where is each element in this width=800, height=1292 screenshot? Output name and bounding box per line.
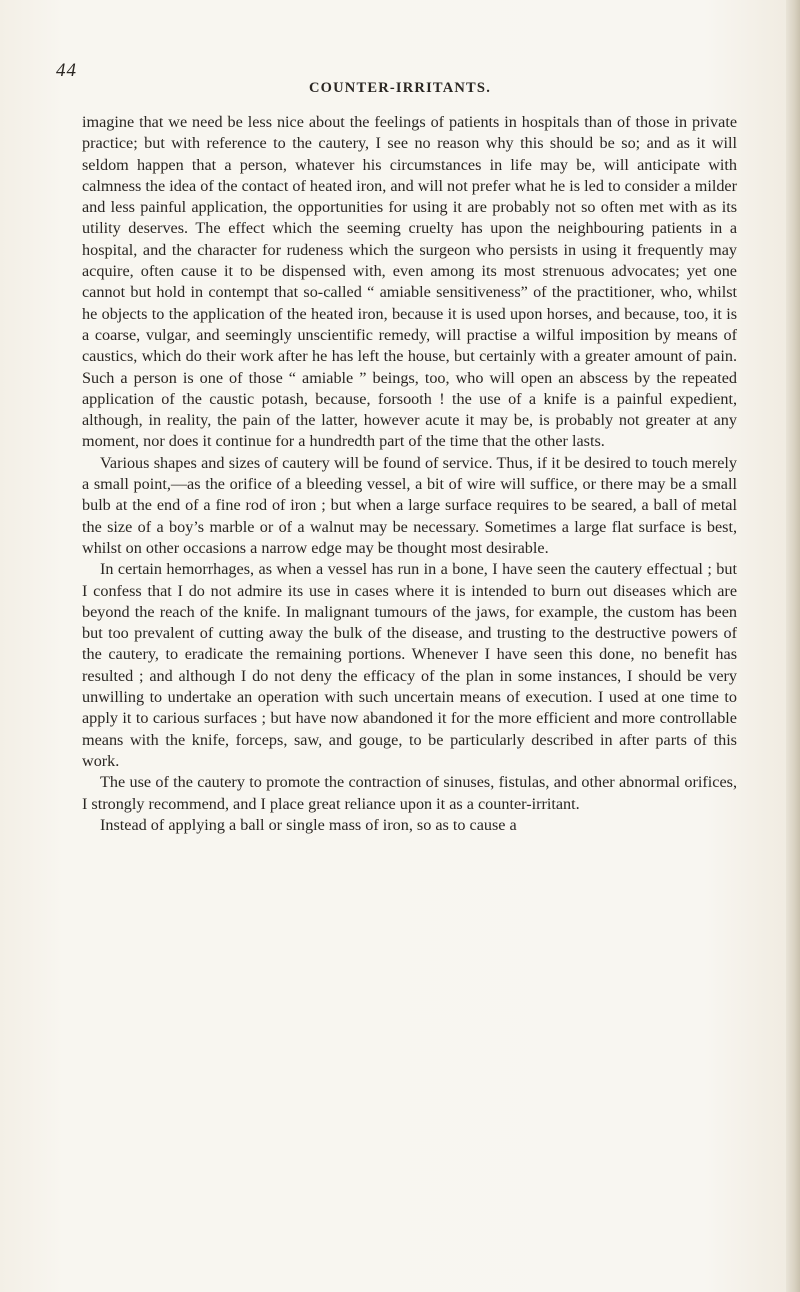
paragraph: imagine that we need be less nice about the feelings of patients in hospitals than of those in private practice; but with reference to the cautery, I see no reason why this should be so; and as it will seldom happen that a person, whatever his circumstances in life may be, will anticipate with calmness the idea of the contact of heated iron, and will not prefer what he is led to consider a milder and less painful application, the opportunities for using it are probably not so often met with as its utility deserves. The effect which the seeming cruelty has upon the neighbouring patients in a hospital, and the character for rudeness which the surgeon who persists in using it frequently may acquire, often cause it to be dispensed with, even among its most strenuous advocates; yet one cannot but hold in contempt that so-called “ amiable sensitiveness” of the practitioner, who, whilst he objects to the application of the heated iron, because it is used upon horses, and because, too, it is a coarse, vulgar, and seemingly unscientific remedy, will practise a wilful imposition by means of caustics, which do their work after he has left the house, but certainly with a greater amount of pain. Such a person is one of those “ amiable ” beings, too, who will open an abscess by the repeated application of the caustic potash, because, forsooth ! the use of a knife is a painful expedient, although, in reality, the pain of the latter, however acute it may be, is probably not greater at any moment, nor does it continue for a hundredth part of the time that the other lasts. <box>82 113 737 451</box>
paragraph: Instead of applying a ball or single mass of iron, so as to cause a <box>100 815 517 834</box>
paragraph: Various shapes and sizes of cautery will be found of service. Thus, if it be desired to touch merely a small point,—as the orifice of a bleeding vessel, a bit of wire will suffice, or there may be a small bulb at the end of a fine rod of iron ; but when a large surface requires to be seared, a ball of metal the size of a boy’s marble or of a walnut may be necessary. Sometimes a large flat surface is best, whilst on other occasions a narrow edge may be thought most desirable. <box>82 453 737 557</box>
page-number: 44 <box>56 60 77 81</box>
page-edge <box>786 0 800 1292</box>
body-text <box>82 112 737 836</box>
running-head: COUNTER-IRRITANTS. <box>308 80 492 96</box>
paragraph: In certain hemorrhages, as when a vessel has run in a bone, I have seen the cautery effectual ; but I confess that I do not admire its use in cases where it is intended to burn out diseases which are beyond the reach of the knife. In malignant tumours of the jaws, for example, the custom has been but too prevalent of cutting away the bulk of the disease, and trusting to the destructive powers of the cautery, to eradicate the remaining portions. Whenever I have seen this done, no benefit has resulted ; and although I do not deny the efficacy of the plan in some instances, I should be very unwilling to undertake an operation with such uncertain means of execution. I used at one time to apply it to carious surfaces ; but have now abandoned it for the more efficient and more controllable means with the knife, forceps, saw, and gouge, to be particularly described in after parts of this work. <box>82 560 737 770</box>
paragraph: The use of the cautery to promote the contraction of sinuses, fistulas, and other abnormal orifices, I strongly recommend, and I place great reliance upon it as a counter-irritant. <box>82 773 737 813</box>
